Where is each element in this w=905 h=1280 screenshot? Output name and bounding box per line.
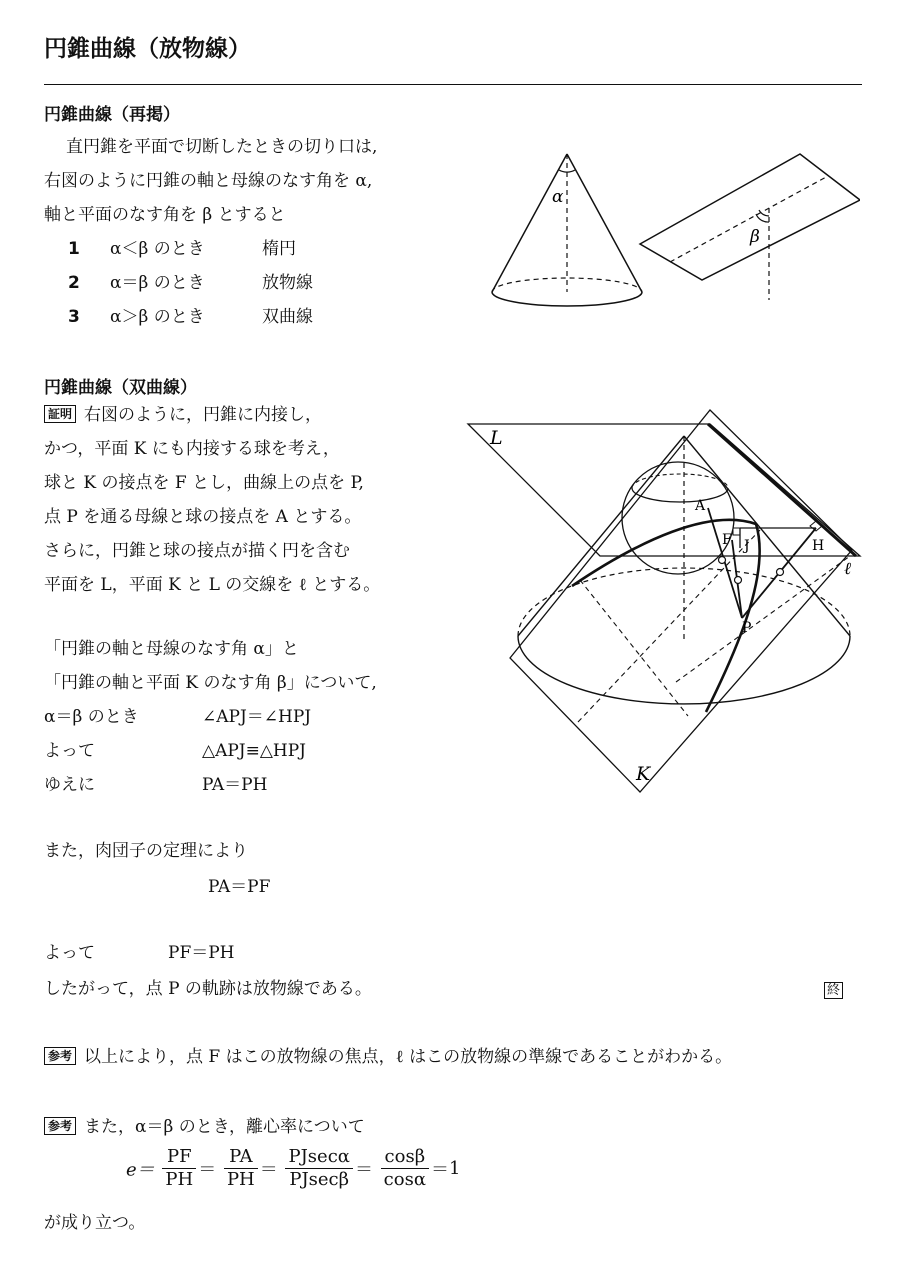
frac-1: $\frac{PF}{PH}$	[162, 1146, 196, 1191]
case-num: 3	[68, 307, 80, 327]
note1-text: 以上により，点 F はこの放物線の焦点，ℓ はこの放物線の準線であることがわかる。	[84, 1047, 733, 1067]
label-K: K	[636, 763, 651, 785]
case-cond: α＞β のとき	[110, 307, 205, 327]
cone-plane-figure	[480, 140, 860, 320]
label-H: H	[812, 538, 825, 554]
angle-line-2: 「円錐の軸と平面 K のなす角 β」について,	[44, 673, 377, 693]
case-result: 楕円	[262, 239, 296, 259]
step-row-1: α＝β のとき ∠APJ＝∠HPJ	[44, 707, 312, 727]
conclusion-row: よって PF＝PH	[44, 943, 235, 963]
section1-text	[44, 130, 377, 334]
case-cond: α＝β のとき	[110, 273, 205, 293]
note2-text: また，α＝β のとき，離心率について	[84, 1117, 365, 1137]
case-row-3	[44, 300, 377, 334]
alpha-label: α	[552, 187, 564, 207]
end-mark: 終	[824, 982, 843, 999]
case-row-1	[44, 232, 377, 266]
proof-line-2: かつ，平面 K にも内接する球を考え，	[44, 439, 340, 459]
formula-rhs: 1	[448, 1158, 461, 1179]
note1-badge: 参考	[44, 1047, 76, 1065]
dandelin-figure	[460, 400, 870, 800]
label-L: L	[490, 427, 503, 449]
frac-3: $\frac{PJsec\alpha}{PJsec\beta}$	[285, 1146, 352, 1191]
proof-badge: 証明	[44, 405, 76, 423]
step-row-2: よって △APJ≡△HPJ	[44, 741, 307, 761]
section1-line-3: 軸と平面のなす角を β とすると	[44, 205, 286, 225]
section2-heading: 円錐曲線（双曲線）	[44, 378, 197, 398]
label-F: F	[722, 532, 732, 548]
frac-4: $\frac{\cos\beta}{\cos\alpha}$	[381, 1146, 429, 1191]
label-P: P	[742, 620, 752, 636]
case-row-2	[44, 266, 377, 300]
section1-heading: 円錐曲線（再掲）	[44, 105, 180, 125]
case-result: 双曲線	[262, 307, 313, 327]
label-ell: ℓ	[844, 559, 852, 579]
eccentricity-formula: e＝ $\frac{PF}{PH}$ ＝ $\frac{PA}{PH}$ ＝ $\frac{PJsec\alpha}{PJsec\beta}$ ＝ $\frac{\cos\beta}{\cos\alpha}$ ＝1	[126, 1146, 461, 1190]
case-cond: α＜β のとき	[110, 239, 205, 259]
title-rule	[44, 84, 862, 85]
section1-line-1: 直円錐を平面で切断したときの切り口は,	[66, 137, 378, 157]
beta-label: β	[750, 227, 760, 247]
section1-line-2: 右図のように円錐の軸と母線のなす角を α,	[44, 171, 373, 191]
proof-text	[44, 398, 380, 602]
dango-line: また，肉団子の定理により	[44, 841, 248, 861]
note2	[44, 1110, 365, 1144]
page-title: 円錐曲線（放物線）	[44, 36, 251, 62]
frac-2: $\frac{PA}{PH}$	[224, 1146, 258, 1191]
note1	[44, 1040, 732, 1074]
label-J: J	[744, 538, 750, 554]
proof-line-1: 証明 右図のように，円錐に内接し，	[44, 398, 380, 432]
formula-lhs: e＝	[126, 1159, 155, 1181]
step-row-3: ゆえに PA＝PH	[44, 775, 268, 795]
proof-line-4: 点 P を通る母線と球の接点を A とする。	[44, 507, 362, 527]
case-result: 放物線	[262, 273, 313, 293]
final-line: したがって，点 P の軌跡は放物線である。	[44, 979, 372, 999]
label-A: A	[695, 498, 706, 514]
proof-line-3: 球と K の接点を F とし，曲線上の点を P,	[44, 473, 364, 493]
proof-line-5: さらに，円錐と球の接点が描く円を含む	[44, 541, 350, 561]
proof-line-6: 平面を L，平面 K と L の交線を ℓ とする。	[44, 575, 381, 595]
case-num: 2	[68, 273, 80, 293]
dango-eq: PA＝PF	[208, 877, 271, 897]
angle-text	[44, 632, 377, 802]
case-num: 1	[68, 239, 80, 259]
note2-badge: 参考	[44, 1117, 76, 1135]
angle-line-1: 「円錐の軸と母線のなす角 α」と	[44, 639, 299, 659]
note2-tail: が成り立つ。	[44, 1213, 146, 1233]
